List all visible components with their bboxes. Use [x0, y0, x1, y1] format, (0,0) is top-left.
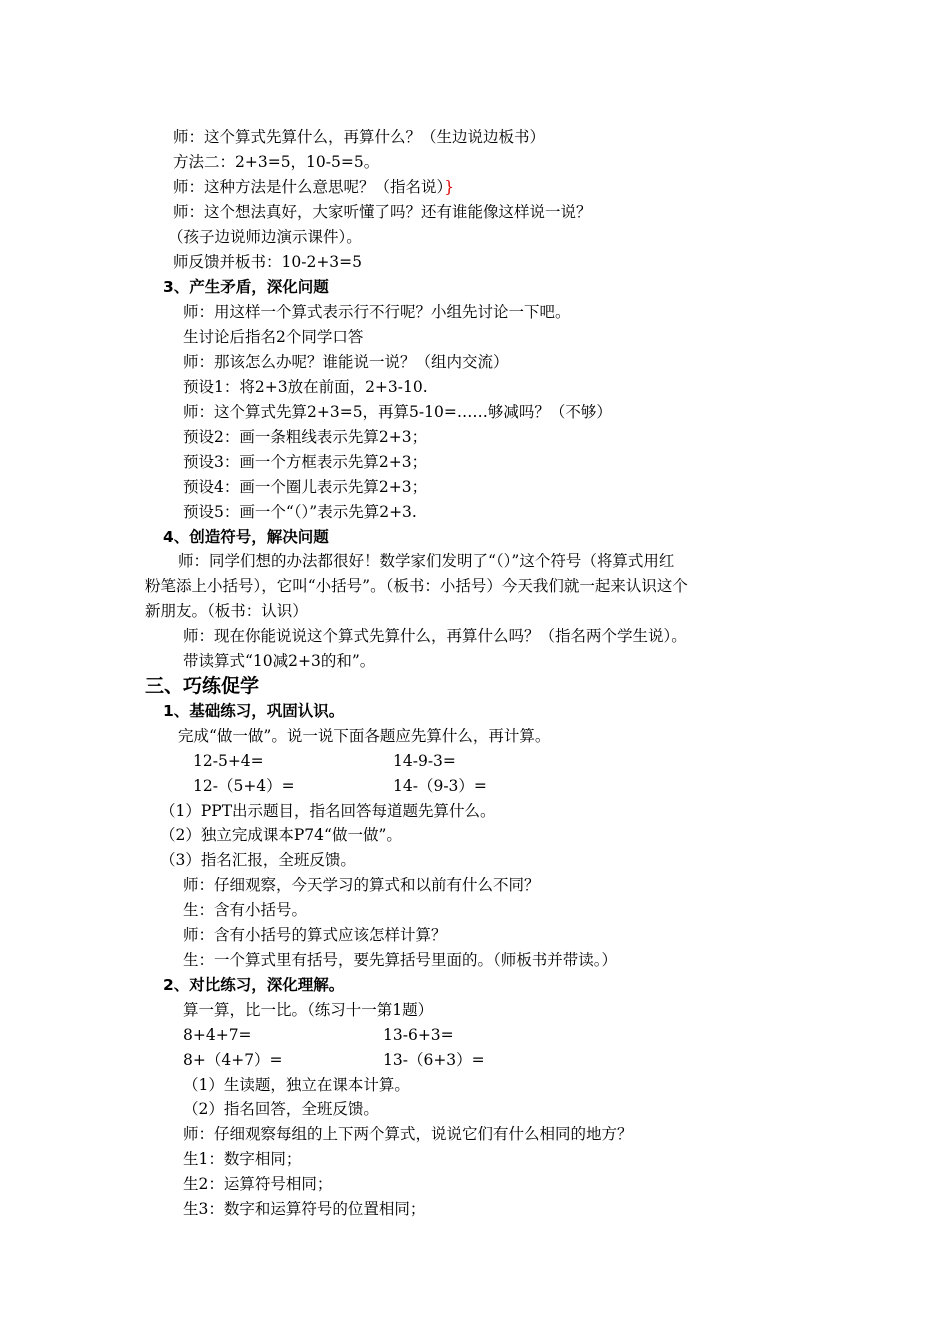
text-line: 算一算，比一比。（练习十一第1题）: [183, 1001, 434, 1019]
section-heading: 3、产生矛盾，深化问题: [163, 278, 329, 296]
text-line: （1）PPT出示题目，指名回答每道题先算什么。: [160, 802, 496, 820]
text-line: 师：这个想法真好，大家听懂了吗？还有谁能像这样说一说？: [173, 203, 592, 221]
text-line: 预设1：将2+3放在前面，2+3-10.: [183, 378, 428, 396]
text-line: （孩子边说师边演示课件）。: [168, 228, 362, 246]
text-line: 师：含有小括号的算式应该怎样计算？: [183, 926, 447, 944]
text-line: 师：仔细观察每组的上下两个算式，说说它们有什么相同的地方？: [183, 1125, 633, 1143]
text-line: 生讨论后指名2个同学口答: [183, 328, 364, 346]
text-line: 新朋友。（板书：认识）: [145, 602, 308, 620]
text-line: （2）独立完成课本P74“做一做”。: [160, 826, 402, 844]
text-line: （3）指名汇报，全班反馈。: [160, 851, 356, 869]
math-expression: 12-5+4=: [193, 752, 264, 770]
text-line: 师：用这样一个算式表示行不行呢？小组先讨论一下吧。: [183, 303, 571, 321]
text-line: 生：含有小括号。: [183, 901, 308, 919]
text-line: 生2：运算符号相同；: [183, 1175, 333, 1193]
text-line: 师：这个算式先算2+3=5，再算5-10=……够减吗？（不够）: [183, 403, 612, 421]
text-line: 师：这种方法是什么意思呢？（指名说）}: [173, 178, 455, 196]
text-line: 预设5：画一个“（）”表示先算2+3.: [183, 503, 417, 521]
math-expression: 8+4+7=: [183, 1026, 252, 1044]
section-heading: 4、创造符号，解决问题: [163, 528, 329, 546]
math-expression: 13-（6+3）=: [383, 1051, 485, 1069]
red-brace: }: [444, 178, 455, 196]
math-expression: 14-9-3=: [393, 752, 456, 770]
math-expression: 13-6+3=: [383, 1026, 454, 1044]
text-line: 预设4：画一个圈儿表示先算2+3；: [183, 478, 428, 496]
text-line: 师：这个算式先算什么，再算什么？（生边说边板书）: [173, 128, 546, 146]
chapter-heading: 三、巧练促学: [145, 675, 260, 697]
text-line: 预设2：画一条粗线表示先算2+3；: [183, 428, 428, 446]
math-expression: 8+（4+7）=: [183, 1051, 283, 1069]
math-expression: 12-（5+4）=: [193, 777, 295, 795]
text-line: 粉笔添上小括号），它叫“小括号”。（板书：小括号）今天我们就一起来认识这个: [145, 577, 688, 595]
text-line: 生3：数字和运算符号的位置相同；: [183, 1200, 426, 1218]
text-line: （2）指名回答，全班反馈。: [183, 1100, 379, 1118]
text-line: 完成“做一做”。说一说下面各题应先算什么，再计算。: [178, 727, 551, 745]
section-heading: 1、基础练习，巩固认识。: [163, 702, 345, 720]
text-line: 生1：数字相同；: [183, 1150, 302, 1168]
text-line: 预设3：画一个方框表示先算2+3；: [183, 453, 428, 471]
text-line: 方法二：2+3=5，10-5=5。: [173, 153, 380, 171]
text-line: 带读算式“10减2+3的和”。: [183, 652, 376, 670]
text-line: 师：现在你能说说这个算式先算什么，再算什么吗？（指名两个学生说）。: [183, 627, 687, 645]
text-line: 师：仔细观察，今天学习的算式和以前有什么不同？: [183, 876, 540, 894]
text-line: 师：同学们想的办法都很好！数学家们发明了“（）”这个符号（将算式用红: [178, 552, 675, 570]
text-line: 师：那该怎么办呢？谁能说一说？（组内交流）: [183, 353, 509, 371]
text-line: 师反馈并板书：10-2+3=5: [173, 253, 363, 271]
section-heading: 2、对比练习，深化理解。: [163, 976, 345, 994]
math-expression: 14-（9-3）=: [393, 777, 487, 795]
text-line: 生：一个算式里有括号，要先算括号里面的。（师板书并带读。）: [183, 951, 618, 969]
text-line: （1）生读题，独立在课本计算。: [183, 1076, 410, 1094]
